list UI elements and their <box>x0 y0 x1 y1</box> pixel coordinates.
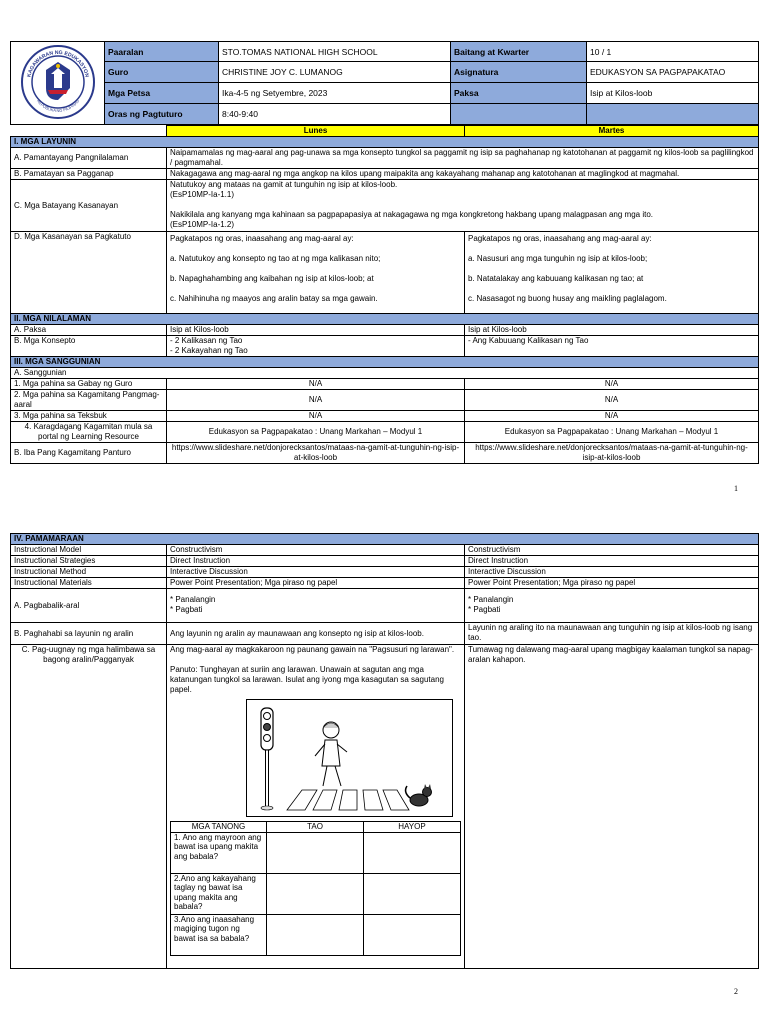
lesson-plan-page-2 <box>10 533 758 969</box>
balik-aral-lunes <box>167 589 465 623</box>
questions-header-tanong: MGA TANONG <box>171 822 267 833</box>
materials-lunes: Power Point Presentation; Mga piraso ng papel <box>167 578 465 589</box>
answer-tao-1 <box>267 832 364 873</box>
kasanayan-lunes-c: c. Nahihinuha ng maayos ang aralin batay sa mga gawain. <box>170 294 378 303</box>
svg-text:REPUBLIKA NG PILIPINAS: REPUBLIKA NG PILIPINAS <box>35 98 80 114</box>
row-label-konsepto: B. Mga Konsepto <box>11 336 167 357</box>
paksa-martes: Isip at Kilos-loob <box>465 325 759 336</box>
kasanayan-lunes-a: a. Natutukoy ang konsepto ng tao at ng mga kalikasan nito; <box>170 254 381 263</box>
row-label-portal: 4. Karagdagang Kagamitan mula sa portal ng Learning Resource <box>11 422 167 443</box>
day-martes: Martes <box>465 126 759 137</box>
answer-tao-3 <box>267 914 364 955</box>
row-label-model: Instructional Model <box>11 545 167 556</box>
kasanayan-martes <box>465 232 759 314</box>
row-label-paghahabi: B. Paghahabi sa layunin ng aralin <box>11 623 167 645</box>
row-label-kasanayan: D. Mga Kasanayan sa Pagkatuto <box>11 232 167 314</box>
question-3: 3.Ano ang inaasahang magiging tugon ng bawat isa sa babala? <box>171 914 267 955</box>
pamantayang-value: Naipamamalas ng mag-aaral ang pag-unawa sa mga konsepto tungkol sa paggamit ng isip sa paghahanap ng katotohanan at paggamit ng kilos-loob sa paglilingkod / pagmamahal. <box>167 148 759 169</box>
strategies-martes: Direct Instruction <box>465 556 759 567</box>
lesson-plan-page-1 <box>10 41 758 464</box>
konsepto-lunes-2: - 2 Kakayahan ng Tao <box>170 346 248 355</box>
strategies-lunes: Direct Instruction <box>167 556 465 567</box>
empty-value-cell <box>587 104 759 125</box>
questions-header-tao: TAO <box>267 822 364 833</box>
materials-martes: Power Point Presentation; Mga piraso ng papel <box>465 578 759 589</box>
row-label-pag-uugnay: C. Pag-uugnay ng mga halimbawa sa bagong aralin/Pagganyak <box>11 645 167 969</box>
pag-uugnay-panuto: Panuto: Tunghayan at suriin ang larawan. Unawain at sagutan ang mga katanungan tungkol sa larawan. Isulat ang iyong mga kasagutan sa sagutang papel. <box>170 665 444 694</box>
model-martes: Constructivism <box>465 545 759 556</box>
kasanayan-martes-c: c. Nasasagot ng buong husay ang maikling paglalagom. <box>468 294 667 303</box>
konsepto-lunes <box>167 336 465 357</box>
row-label-pamantayang: A. Pamantayang Pangnilalaman <box>11 148 167 169</box>
balik-aral-martes-2: * Pagbati <box>468 605 501 614</box>
section-pamamaraan: IV. PAMAMARAAN <box>11 534 759 545</box>
pag-uugnay-lunes <box>167 645 465 969</box>
row-label-pamatayan: B. Pamatayan sa Pagganap <box>11 169 167 180</box>
paaralan-value: STO.TOMAS NATIONAL HIGH SCHOOL <box>219 42 451 62</box>
empty-label-cell <box>451 104 587 125</box>
kasanayan-martes-b: b. Natatalakay ang kabuuang kalikasan ng tao; at <box>468 274 644 283</box>
petsa-value: Ika-4-5 ng Setyembre, 2023 <box>219 83 451 104</box>
pamatayan-value: Nakagagawa ang mag-aaral ng mga angkop na kilos upang maipakita ang kakayahang mahanap ang katotohanan at maglingkod at magmahal. <box>167 169 759 180</box>
deped-seal <box>11 42 105 125</box>
asignatura-value: EDUKASYON SA PAGPAPAKATAO <box>587 62 759 83</box>
batayang-value <box>167 180 759 232</box>
paghahabi-lunes: Ang layunin ng aralin ay maunawaan ang konsepto ng isip at kilos-loob. <box>167 623 465 645</box>
paksa-lunes: Isip at Kilos-loob <box>167 325 465 336</box>
kasanayan-martes-a: a. Nasusuri ang mga tunguhin ng isip at kilos-loob; <box>468 254 648 263</box>
balik-aral-martes <box>465 589 759 623</box>
deped-seal-icon <box>20 44 96 120</box>
row-label-strategies: Instructional Strategies <box>11 556 167 567</box>
guro-value: CHRISTINE JOY C. LUMANOG <box>219 62 451 83</box>
kasanayan-lunes-intro: Pagkatapos ng oras, inaasahang ang mag-aaral ay: <box>170 234 354 243</box>
paaralan-label: Paaralan <box>105 42 219 62</box>
guro-label: Guro <box>105 62 219 83</box>
link-martes[interactable]: https://www.slideshare.net/donjorecksantos/mataas-na-gamit-at-tunguhin-ng-isip-at-kilos-loob <box>465 443 759 464</box>
row-label-batayang: C. Mga Batayang Kasanayan <box>11 180 167 232</box>
balik-aral-lunes-1: * Panalangin <box>170 595 216 604</box>
row-label-balik-aral: A. Pagbabalik-aral <box>11 589 167 623</box>
page-number-1: 1 <box>734 484 738 493</box>
baitang-value: 10 / 1 <box>587 42 759 62</box>
konsepto-martes: - Ang Kabuuang Kalikasan ng Tao <box>465 336 759 357</box>
questions-header-hayop: HAYOP <box>364 822 461 833</box>
batayang-code-2: (EsP10MP-Ia-1.2) <box>170 220 235 229</box>
paksa-label: Paksa <box>451 83 587 104</box>
kasanayan-lunes <box>167 232 465 314</box>
method-martes: Interactive Discussion <box>465 567 759 578</box>
model-lunes: Constructivism <box>167 545 465 556</box>
kasanayan-martes-intro: Pagkatapos ng oras, inaasahang ang mag-aaral ay: <box>468 234 652 243</box>
row-label-paksa: A. Paksa <box>11 325 167 336</box>
page-number-2: 2 <box>734 987 738 996</box>
row-label-kagamitang: 2. Mga pahina sa Kagamitang Pangmag-aaral <box>11 390 167 411</box>
row-label-iba-pang: B. Iba Pang Kagamitang Panturo <box>11 443 167 464</box>
kagamitang-martes: N/A <box>465 390 759 411</box>
gabay-martes: N/A <box>465 379 759 390</box>
traffic-light-crossing-illustration <box>246 699 453 817</box>
paksa-value: Isip at Kilos-loob <box>587 83 759 104</box>
teksbuk-lunes: N/A <box>167 411 465 422</box>
konsepto-lunes-1: - 2 Kalikasan ng Tao <box>170 336 243 345</box>
batayang-text-2: Nakikilala ang kanyang mga kahinaan sa pagpapapasiya at nakagagawa ng mga kongkretong hakbang upang malagpasan ang mga ito. <box>170 210 654 219</box>
batayang-text-1: Natutukoy ang mataas na gamit at tunguhin ng isip at kilos-loob. <box>170 180 398 189</box>
portal-martes: Edukasyon sa Pagpapakatao : Unang Markahan – Modyul 1 <box>465 422 759 443</box>
content-table <box>10 125 759 464</box>
row-label-teksbuk: 3. Mga pahina sa Teksbuk <box>11 411 167 422</box>
portal-lunes: Edukasyon sa Pagpapakatao : Unang Markahan – Modyul 1 <box>167 422 465 443</box>
balik-aral-martes-1: * Panalangin <box>468 595 514 604</box>
answer-hayop-3 <box>364 914 461 955</box>
section-sanggunian: III. MGA SANGGUNIAN <box>11 357 759 368</box>
question-2: 2.Ano ang kakayahang taglay ng bawat isa upang makita ang babala? <box>171 873 267 914</box>
day-lunes: Lunes <box>167 126 465 137</box>
crossing-scene-icon <box>247 700 452 816</box>
row-label-gabay: 1. Mga pahina sa Gabay ng Guro <box>11 379 167 390</box>
procedure-table <box>10 533 759 969</box>
row-label-sanggunian: A. Sanggunian <box>11 368 759 379</box>
asignatura-label: Asignatura <box>451 62 587 83</box>
questions-table <box>170 821 461 956</box>
oras-value: 8:40-9:40 <box>219 104 451 125</box>
header-table <box>10 41 759 125</box>
batayang-code-1: (EsP10MP-Ia-1.1) <box>170 190 235 199</box>
kagamitang-lunes: N/A <box>167 390 465 411</box>
row-label-materials: Instructional Materials <box>11 578 167 589</box>
answer-hayop-1 <box>364 832 461 873</box>
method-lunes: Interactive Discussion <box>167 567 465 578</box>
svg-text:KAGAWARAN NG EDUKASYON: KAGAWARAN NG EDUKASYON <box>25 49 90 78</box>
baitang-label: Baitang at Kwarter <box>451 42 587 62</box>
row-label-method: Instructional Method <box>11 567 167 578</box>
teksbuk-martes: N/A <box>465 411 759 422</box>
answer-tao-2 <box>267 873 364 914</box>
petsa-label: Mga Petsa <box>105 83 219 104</box>
pag-uugnay-intro: Ang mag-aaral ay magkakaroon ng paunang gawain na "Pagsusuri ng larawan". <box>170 645 455 654</box>
section-layunin: I. MGA LAYUNIN <box>11 137 759 148</box>
question-1: 1. Ano ang mayroon ang bawat isa upang makita ang babala? <box>171 832 267 873</box>
kasanayan-lunes-b: b. Napaghahambing ang kaibahan ng isip at kilos-loob; at <box>170 274 374 283</box>
link-lunes[interactable]: https://www.slideshare.net/donjorecksantos/mataas-na-gamit-at-tunguhin-ng-isip-at-kilos-loob <box>167 443 465 464</box>
oras-label: Oras ng Pagtuturo <box>105 104 219 125</box>
paghahabi-martes: Layunin ng araling ito na maunawaan ang tunguhin ng isip at kilos-loob ng isang tao. <box>465 623 759 645</box>
answer-hayop-2 <box>364 873 461 914</box>
pag-uugnay-martes: Tumawag ng dalawang mag-aaral upang magbigay kaalaman tungkol sa napag-aralan kahapon. <box>465 645 759 969</box>
section-nilalaman: II. MGA NILALAMAN <box>11 314 759 325</box>
gabay-lunes: N/A <box>167 379 465 390</box>
balik-aral-lunes-2: * Pagbati <box>170 605 203 614</box>
